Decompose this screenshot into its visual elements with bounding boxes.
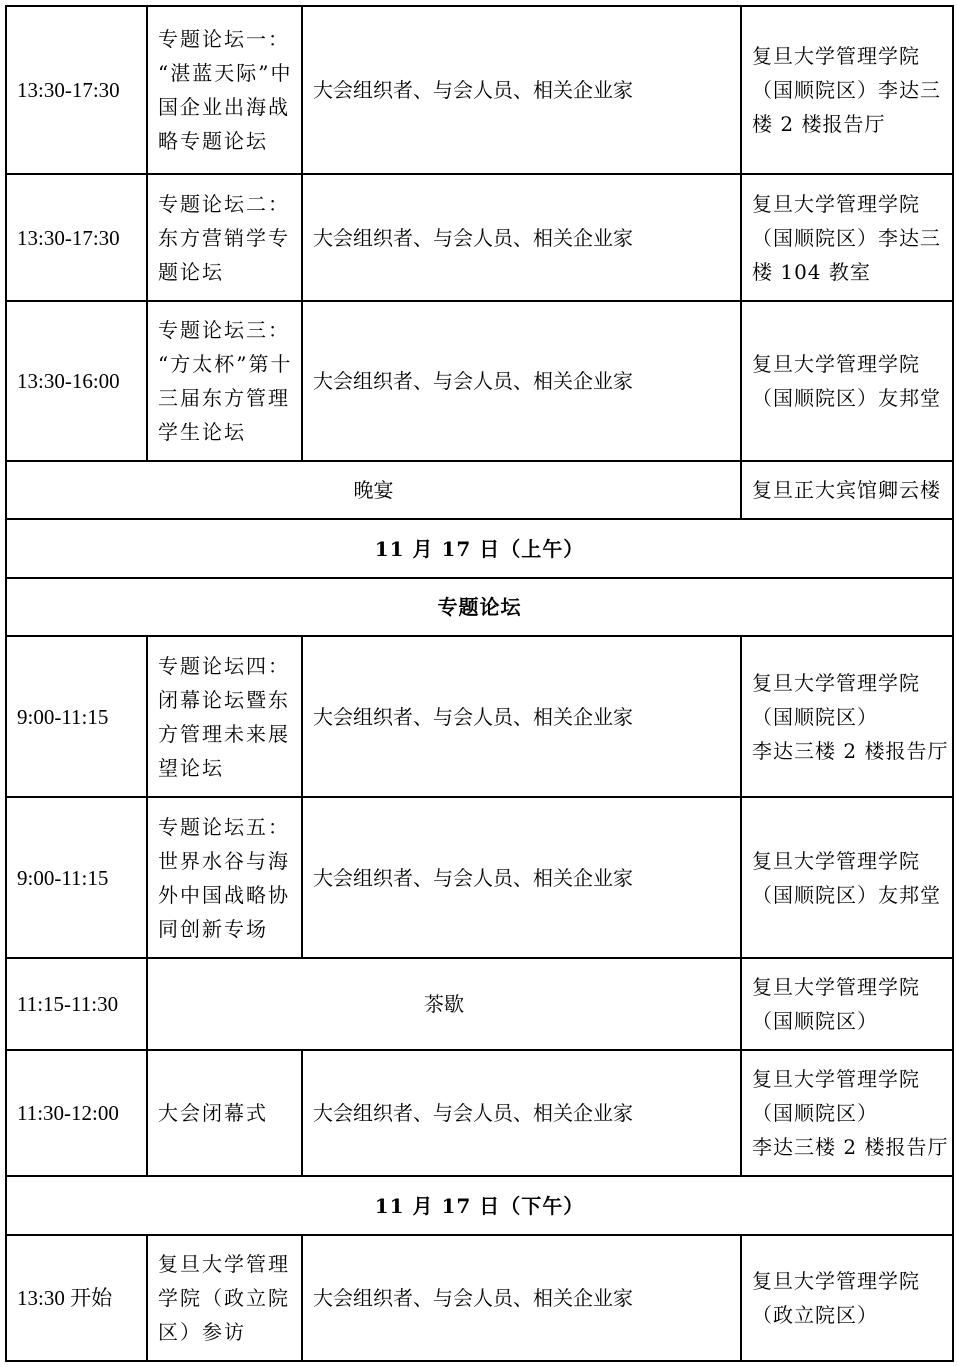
section-header-row [6, 519, 953, 578]
participants-cell: 大会组织者、与会人员、相关企业家 [302, 797, 741, 958]
venue-line: 李达三楼 2 楼报告厅 [752, 1135, 949, 1159]
venue-cell [741, 636, 953, 797]
table-row [6, 636, 953, 797]
participants-cell: 大会组织者、与会人员、相关企业家 [302, 6, 741, 174]
topic-line: 题论坛 [158, 259, 224, 284]
venue-cell [741, 958, 953, 1050]
break-cell: 茶歇 [147, 958, 741, 1050]
venue-line: 复旦大学管理学院 [752, 1067, 920, 1091]
venue-line: 复旦大学管理学院 [752, 975, 920, 999]
topic-line: 世界水谷与海 [158, 848, 290, 873]
topic-line: 学院（政立院 [158, 1286, 290, 1310]
table-row [6, 797, 953, 958]
participants-cell: 大会组织者、与会人员、相关企业家 [302, 301, 741, 461]
venue-cell [741, 301, 953, 461]
topic-line: 复旦大学管理 [158, 1252, 290, 1276]
topic-line: 同创新专场 [158, 916, 268, 941]
topic-line: 专题论坛四： [158, 653, 290, 678]
venue-cell [741, 6, 953, 174]
venue-cell [741, 1235, 953, 1361]
venue-line: （国顺院区）李达三 [752, 225, 941, 250]
topic-line: “方太杯”第十 [158, 352, 293, 376]
section-header-row [6, 578, 953, 636]
topic-cell [147, 6, 302, 174]
table-row [6, 1235, 953, 1361]
topic-cell [147, 797, 302, 958]
venue-line: 复旦大学管理学院 [752, 44, 920, 68]
table-row [6, 1050, 953, 1176]
section-header-row [6, 1176, 953, 1235]
venue-cell [741, 461, 953, 519]
topic-line: 略专题论坛 [158, 129, 268, 153]
venue-line: 李达三楼 2 楼报告厅 [752, 738, 949, 763]
venue-cell [741, 174, 953, 301]
venue-line: 复旦大学管理学院 [752, 1269, 920, 1293]
time-cell: 13:30-17:30 [6, 174, 147, 301]
venue-line: 楼 104 教室 [752, 259, 871, 284]
banquet-cell: 晚宴 [6, 461, 741, 519]
time-cell: 9:00-11:15 [6, 636, 147, 797]
topic-line: 专题论坛三： [158, 318, 290, 342]
participants-cell: 大会组织者、与会人员、相关企业家 [302, 174, 741, 301]
participants-cell: 大会组织者、与会人员、相关企业家 [302, 1050, 741, 1176]
venue-line: （国顺院区） [752, 704, 878, 729]
topic-line: 大会闭幕式 [158, 1101, 268, 1125]
participants-cell: 大会组织者、与会人员、相关企业家 [302, 1235, 741, 1361]
venue-line: （国顺院区）友邦堂 [752, 882, 941, 907]
venue-line: （政立院区） [752, 1303, 878, 1327]
topic-line: 专题论坛一： [158, 27, 290, 51]
venue-line: 复旦大学管理学院 [752, 670, 920, 695]
schedule-table [5, 5, 954, 1362]
time-cell: 13:30 开始 [6, 1235, 147, 1361]
venue-line: 楼 2 楼报告厅 [752, 112, 886, 136]
topic-cell [147, 174, 302, 301]
venue-line: （国顺院区） [752, 1009, 878, 1033]
topic-line: 区）参访 [158, 1320, 246, 1344]
table-row [6, 301, 953, 461]
time-cell: 11:30-12:00 [6, 1050, 147, 1176]
venue-line: （国顺院区）友邦堂 [752, 386, 941, 410]
topic-line: 闭幕论坛暨东 [158, 687, 290, 712]
time-cell: 13:30-16:00 [6, 301, 147, 461]
topic-cell [147, 1050, 302, 1176]
table-row [6, 461, 953, 519]
topic-cell [147, 301, 302, 461]
topic-line: 东方营销学专 [158, 225, 290, 250]
topic-line: 专题论坛五： [158, 814, 290, 839]
participants-cell: 大会组织者、与会人员、相关企业家 [302, 636, 741, 797]
topic-line: 国企业出海战 [158, 95, 290, 119]
venue-line: 复旦大学管理学院 [752, 191, 920, 216]
venue-cell [741, 1050, 953, 1176]
topic-cell [147, 1235, 302, 1361]
table-row [6, 174, 953, 301]
topic-line: 望论坛 [158, 755, 224, 780]
topic-line: 外中国战略协 [158, 882, 290, 907]
table-row [6, 958, 953, 1050]
section-header: 专题论坛 [6, 578, 953, 636]
venue-line: （国顺院区）李达三 [752, 78, 941, 102]
date-header: 11 月 17 日（上午） [6, 519, 953, 578]
venue-cell [741, 797, 953, 958]
topic-cell [147, 636, 302, 797]
topic-line: 三届东方管理 [158, 386, 290, 410]
time-cell: 13:30-17:30 [6, 6, 147, 174]
topic-line: 方管理未来展 [158, 721, 290, 746]
topic-line: 专题论坛二： [158, 191, 290, 216]
venue-line: 复旦正大宾馆卿云楼 [752, 478, 941, 502]
time-cell: 11:15-11:30 [6, 958, 147, 1050]
venue-line: 复旦大学管理学院 [752, 848, 920, 873]
table-row [6, 6, 953, 174]
topic-line: “湛蓝天际”中 [158, 61, 293, 85]
venue-line: 复旦大学管理学院 [752, 352, 920, 376]
date-header: 11 月 17 日（下午） [6, 1176, 953, 1235]
time-cell: 9:00-11:15 [6, 797, 147, 958]
venue-line: （国顺院区） [752, 1101, 878, 1125]
topic-line: 学生论坛 [158, 420, 246, 444]
